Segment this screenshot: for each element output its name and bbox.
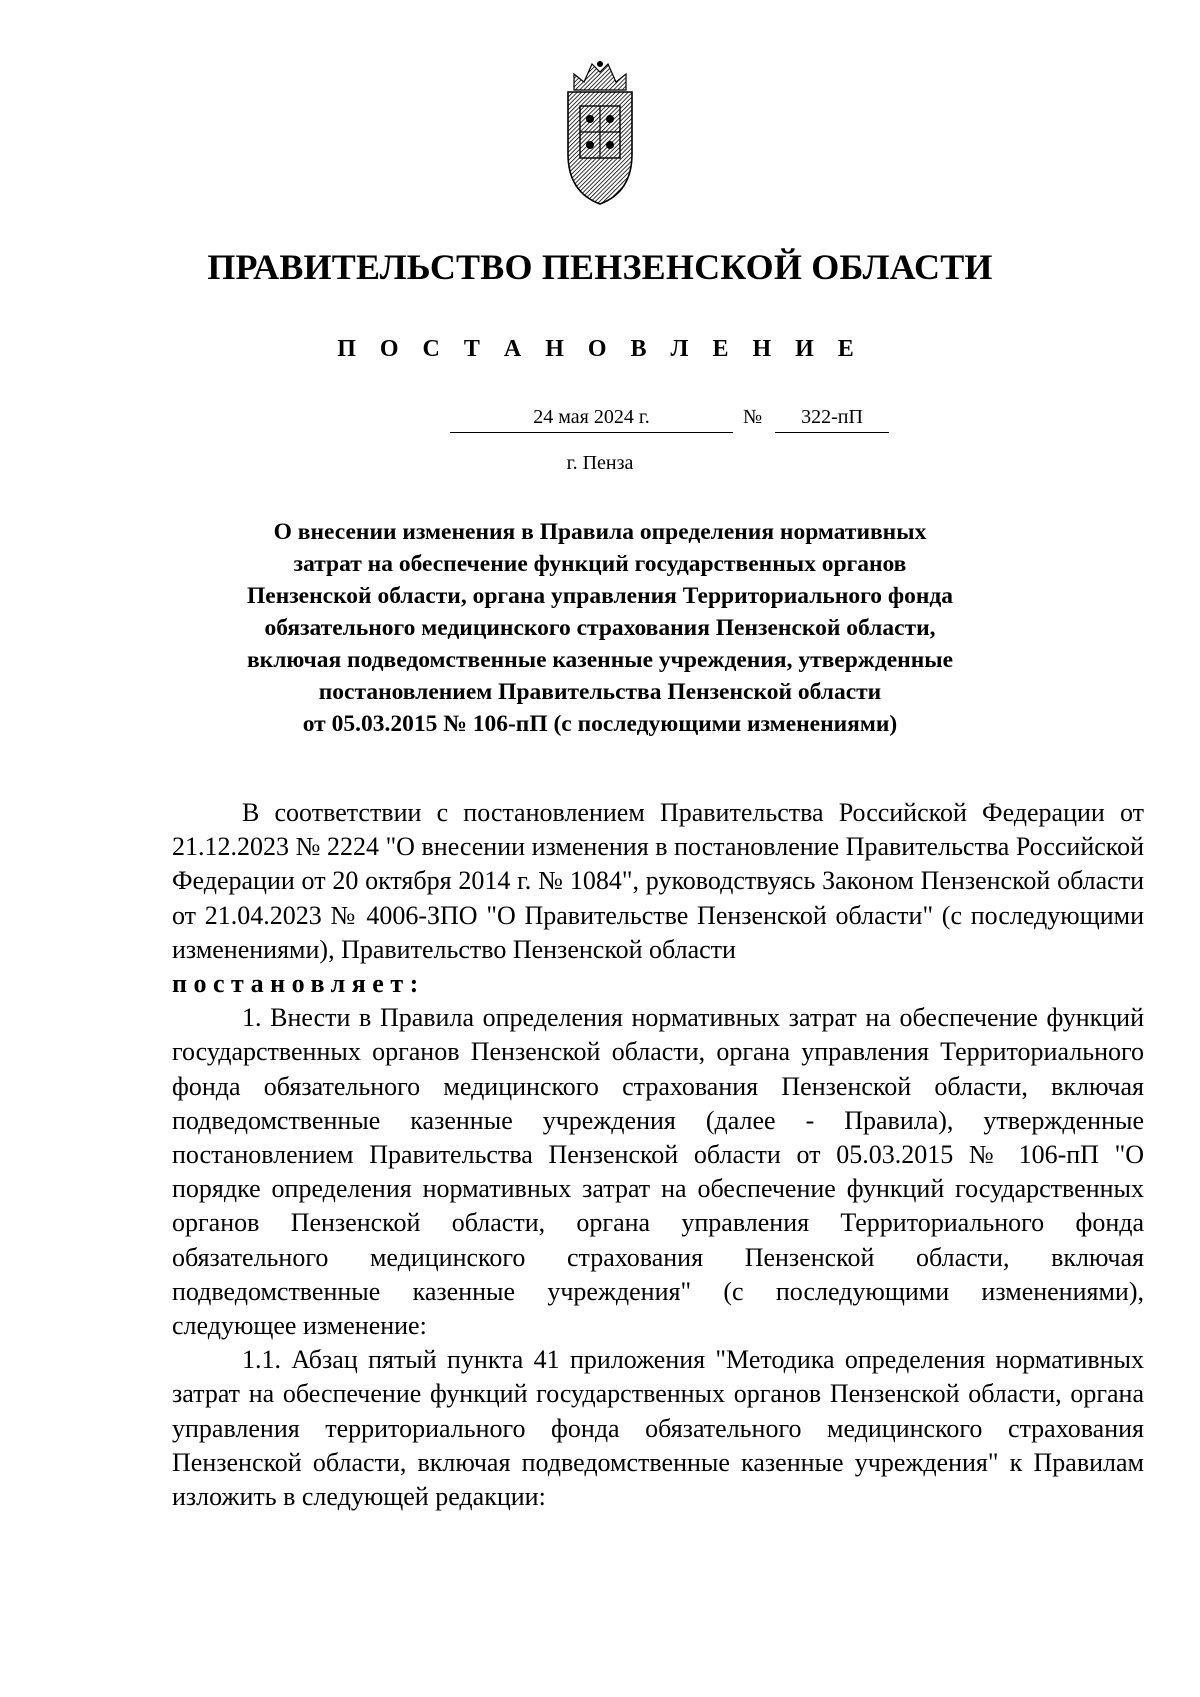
document-heading [170, 516, 1030, 740]
paragraph-1-1: 1.1. Абзац пятый пункта 41 приложения "Методика определения нормативных затрат на обеспечение функций государственных органов Пензенской области, органа управления территориального фонда обязательного медицинского страхования Пензенской области, включая подведомственные казенные учреждения" к Правилам изложить в следующей редакции: [172, 1345, 1144, 1512]
number-sign: № [743, 406, 763, 428]
document-body [172, 796, 1144, 1514]
document-date: 24 мая 2024 г. [450, 406, 733, 433]
intro-paragraph: В соответствии с постановлением Правительства Российской Федерации от 21.12.2023 № 2224 "О внесении изменения в постановление Правительства Российской Федерации от 20 октября 2014 г. № 1084", руководствуясь Законом Пензенской области от 21.04.2023 № 4006-ЗПО "О Правительстве Пензенской области" (с последующими изменениями), Правительство Пензенской области [172, 798, 1144, 964]
document-type: П О С Т А Н О В Л Е Н И Е [337, 336, 863, 362]
heading-line: постановлением Правительства Пензенской области [318, 679, 882, 705]
document-city: г. Пенза [566, 452, 634, 474]
heading-line: затрат на обеспечение функций государственных органов [293, 551, 907, 577]
paragraph-1: 1. Внести в Правила определения нормативных затрат на обеспечение функций государственных органов Пензенской области, органа управления Территориального фонда обязательного медицинского страхования Пензенской области, включая подведомственные казенные учреждения (далее - Правила), утвержденные постановлением Правительства Пензенской области от 05.03.2015 № 106-пП "О порядке определения нормативных затрат на обеспечение функций государственных органов Пензенской области, органа управления Территориального фонда обязательного медицинского страхования Пензенской области, включая подведомственные казенные учреждения" (с последующими изменениями), следующее изменение: [172, 1003, 1144, 1341]
penza-region-coat-of-arms-icon [560, 58, 640, 208]
decree-word: постановляет: [172, 969, 425, 999]
document-meta [0, 406, 1200, 440]
heading-line: обязательного медицинского страхования Пензенской области, [264, 615, 936, 641]
heading-line: О внесении изменения в Правила определения нормативных [273, 519, 927, 545]
government-title: ПРАВИТЕЛЬСТВО ПЕНЗЕНСКОЙ ОБЛАСТИ [207, 247, 993, 287]
heading-line: Пензенской области, органа управления Территориального фонда [246, 583, 954, 609]
document-number: 322-пП [775, 406, 889, 433]
heading-line: включая подведомственные казенные учреждения, утвержденные [246, 647, 954, 673]
heading-line: от 05.03.2015 № 106-пП (с последующими изменениями) [302, 711, 898, 737]
